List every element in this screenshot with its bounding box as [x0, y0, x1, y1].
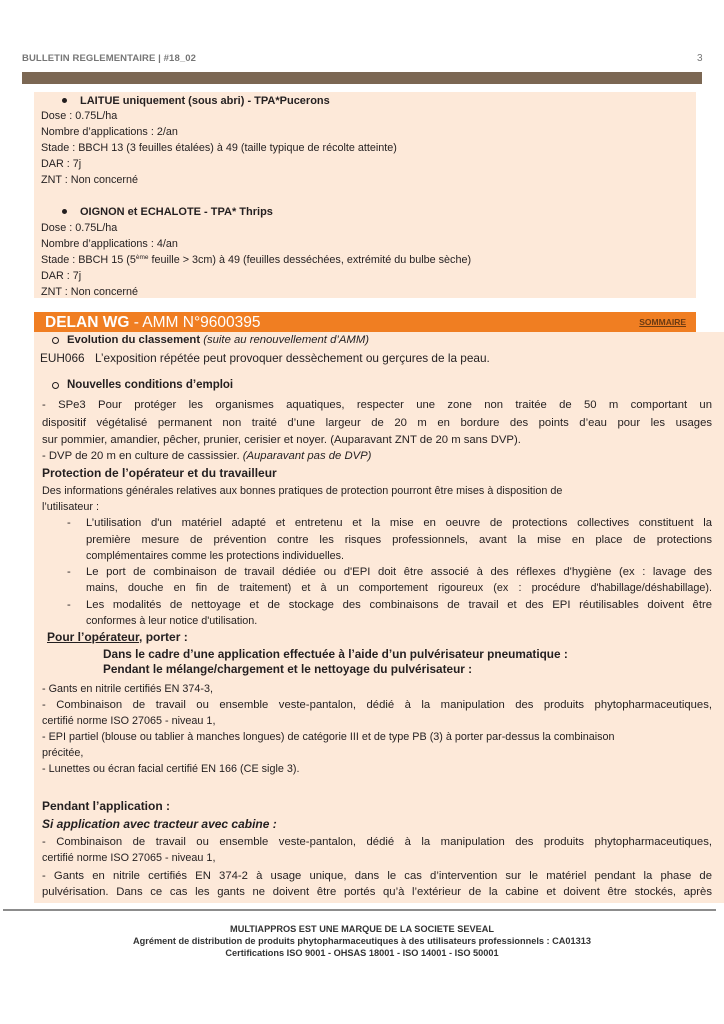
- classement-heading: [67, 332, 369, 348]
- product-amm: - AMM N°9600395: [129, 314, 261, 331]
- protection-bullet-line: première mesure de prévention contre les risques professionnels, avant la mise en place de protections: [86, 534, 712, 546]
- page-number: 3: [697, 53, 703, 64]
- operateur-heading: [47, 629, 188, 645]
- usage-applications: Nombre d’applications : 4/an: [41, 238, 178, 250]
- equipment-line: - Lunettes ou écran facial certifié EN 166 (CE sigle 3).: [42, 763, 300, 775]
- protection-bullet-line: Les modalités de nettoyage et de stockage des combinaisons de travail et des EPI réutilisables doivent être: [86, 599, 712, 611]
- equipment-line: - Combinaison de travail ou ensemble veste-pantalon, dédié à la manipulation des produits phytopharmaceutiques,: [42, 699, 712, 711]
- equipment-line: précitée,: [42, 747, 84, 759]
- product-title: [45, 312, 261, 332]
- classement-heading-note: (suite au renouvellement d’AMM): [200, 334, 369, 346]
- spe3-line: sur pommier, amandier, pêcher, prunier, cerisier et noyer. (Auparavant ZNT de 20 m sans DVP).: [42, 434, 521, 446]
- circle-bullet-icon: [52, 382, 59, 389]
- usages-section: [34, 92, 696, 298]
- bulletin-title: BULLETIN REGLEMENTAIRE | #18_02: [22, 53, 196, 64]
- usage-dar: DAR : 7j: [41, 158, 82, 170]
- header-bar: [22, 72, 702, 84]
- stade-text: Stade : BBCH 15 (5: [41, 254, 136, 266]
- usage-title: LAITUE uniquement (sous abri) - TPA*Pucerons: [80, 95, 330, 107]
- usage-dose: Dose : 0.75L/ha: [41, 110, 118, 122]
- dvp-text: - DVP de 20 m en culture de cassissier.: [42, 450, 243, 462]
- protection-bullet-line: Le port de combinaison de travail dédiée ou d'EPI doit être associé à des réflexes d'hygiène (ex : lavage des: [86, 566, 712, 578]
- usage-dose: Dose : 0.75L/ha: [41, 222, 118, 234]
- usage-znt: ZNT : Non concerné: [41, 286, 139, 298]
- usage-stade: [41, 252, 471, 268]
- operateur-label: Pour l’opérateur: [47, 630, 140, 644]
- protection-intro: Des informations générales relatives aux bonnes pratiques de protection pourront être mises à disposition de: [42, 485, 563, 497]
- footer-brand: MULTIAPPROS EST UNE MARQUE DE LA SOCIETE SEVEAL: [230, 924, 494, 934]
- operateur-context: Pendant le mélange/chargement et le nettoyage du pulvérisateur :: [103, 662, 473, 676]
- hazard-statement: L’exposition répétée peut provoquer dessèchement ou gerçures de la peau.: [95, 351, 490, 365]
- application-line: pulvérisation. Dans ce cas les gants ne doivent être portés qu’à l’extérieur de la cabine et doivent être stockés, après: [42, 886, 712, 898]
- stade-superscript: ème: [135, 254, 149, 261]
- dvp-line: [42, 448, 371, 464]
- usage-dar: DAR : 7j: [41, 270, 82, 282]
- protection-bullet-line: conformes à leur notice d'utilisation.: [86, 615, 258, 627]
- stade-text-rest: feuille > 3cm) à 49 (feuilles desséchées, extrémité du bulbe sèche): [148, 254, 472, 266]
- equipment-line: - Gants en nitrile certifiés EN 374-3,: [42, 683, 214, 695]
- application-line: - Combinaison de travail ou ensemble veste-pantalon, dédié à la manipulation des produits phytopharmaceutiques,: [42, 836, 712, 848]
- hazard-code: EUH066: [40, 351, 85, 365]
- bullet-icon: [62, 98, 67, 103]
- product-name: DELAN WG: [45, 314, 130, 331]
- application-line: - Gants en nitrile certifiés EN 374-2 à usage unique, dans le cas d’intervention sur le matériel pendant la phase de: [42, 870, 712, 882]
- footer-agrement: Agrément de distribution de produits phytopharmaceutiques à des utilisateurs professionnels : CA01313: [133, 936, 591, 946]
- protection-intro: l’utilisateur :: [42, 501, 100, 513]
- product-section: [34, 332, 724, 903]
- equipment-line: certifié norme ISO 27065 - niveau 1,: [42, 715, 216, 727]
- dash-marker: -: [67, 566, 71, 578]
- footer-divider: [3, 909, 716, 911]
- protection-heading: Protection de l’opérateur et du travailleur: [42, 466, 277, 480]
- usage-title: OIGNON et ECHALOTE - TPA* Thrips: [80, 206, 273, 218]
- protection-bullet-line: L’utilisation d'un matériel adapté et entretenu et la mise en oeuvre de protections collectives constituent la: [86, 517, 712, 529]
- protection-bullet-line: mains, douche en fin de traitement) et à un comportement rigoureux (ex : procédure d'habillage/déshabillage).: [86, 582, 712, 594]
- equipment-line: - EPI partiel (blouse ou tablier à manches longues) de catégorie III et de type PB (3) à porter par-dessus la combinaison: [42, 731, 615, 743]
- circle-bullet-icon: [52, 337, 59, 344]
- conditions-heading: Nouvelles conditions d’emploi: [67, 379, 234, 391]
- sommaire-link[interactable]: SOMMAIRE: [639, 317, 686, 327]
- dash-marker: -: [67, 599, 71, 611]
- application-subheading: Si application avec tracteur avec cabine :: [42, 817, 277, 831]
- dvp-note: (Auparavant pas de DVP): [242, 450, 372, 462]
- operateur-label-rest: , porter :: [139, 630, 188, 644]
- usage-znt: ZNT : Non concerné: [41, 174, 139, 186]
- spe3-line: - SPe3 Pour protéger les organismes aquatiques, respecter une zone non traitée de 50 m comportant un: [42, 399, 712, 411]
- classement-heading-text: Evolution du classement: [67, 334, 201, 346]
- dash-marker: -: [67, 517, 71, 529]
- protection-bullet-line: complémentaires comme les protections individuelles.: [86, 550, 345, 562]
- usage-stade: Stade : BBCH 13 (3 feuilles étalées) à 49 (taille typique de récolte atteinte): [41, 142, 397, 154]
- application-line: certifié norme ISO 27065 - niveau 1,: [42, 852, 216, 864]
- spe3-line: dispositif végétalisé permanent non traité d’une largeur de 20 m en bordure des points d’eau pour les usages: [42, 417, 712, 429]
- operateur-context: Dans le cadre d’une application effectuée à l’aide d’un pulvérisateur pneumatique :: [103, 647, 568, 661]
- footer-certifications: Certifications ISO 9001 - OHSAS 18001 - ISO 14001 - ISO 50001: [225, 948, 499, 958]
- product-header: [34, 312, 696, 332]
- bullet-icon: [62, 209, 67, 214]
- usage-applications: Nombre d’applications : 2/an: [41, 126, 178, 138]
- application-heading: Pendant l’application :: [42, 799, 171, 813]
